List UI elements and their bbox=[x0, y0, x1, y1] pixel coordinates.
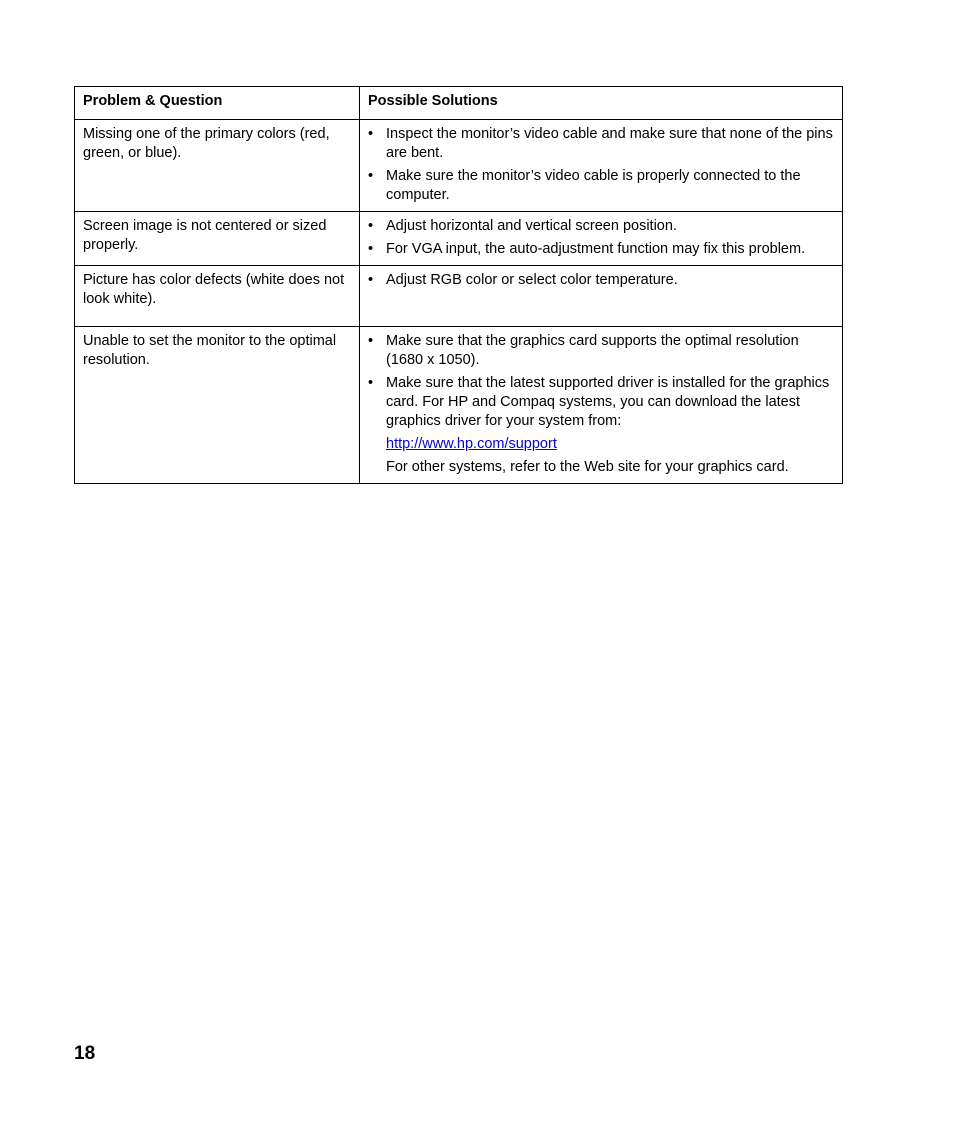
table-row bbox=[75, 266, 843, 327]
bullet-icon: • bbox=[368, 218, 374, 234]
solution-list bbox=[368, 125, 834, 205]
problem-cell: Screen image is not centered or sized properly. bbox=[75, 212, 360, 266]
solution-item bbox=[368, 271, 834, 290]
problem-cell: Unable to set the monitor to the optimal resolution. bbox=[75, 327, 360, 484]
solutions-cell bbox=[360, 120, 843, 212]
solution-item bbox=[368, 332, 834, 370]
solution-text: Make sure that the latest supported driver is installed for the graphics card. For HP and Compaq systems, you can download the latest graphics driver for your system from: bbox=[386, 375, 830, 429]
bullet-icon: • bbox=[368, 241, 374, 257]
table-row bbox=[75, 212, 843, 266]
page-number: 18 bbox=[74, 1043, 96, 1064]
bullet-icon: • bbox=[368, 375, 374, 391]
solution-text: Make sure the monitor’s video cable is properly connected to the computer. bbox=[386, 168, 801, 203]
solutions-cell bbox=[360, 327, 843, 484]
solutions-cell bbox=[360, 266, 843, 327]
header-problem-question: Problem & Question bbox=[75, 87, 360, 120]
table-header-row bbox=[75, 87, 843, 120]
solution-list bbox=[368, 332, 834, 431]
solution-item bbox=[368, 217, 834, 236]
troubleshooting-table bbox=[74, 86, 843, 484]
bullet-icon: • bbox=[368, 333, 374, 349]
solution-list bbox=[368, 217, 834, 259]
solution-text: Adjust horizontal and vertical screen position. bbox=[386, 218, 677, 234]
other-systems-note: For other systems, refer to the Web site for your graphics card. bbox=[386, 459, 789, 475]
solution-item bbox=[368, 125, 834, 163]
solution-text: Make sure that the graphics card supports the optimal resolution (1680 x 1050). bbox=[386, 333, 799, 368]
hp-support-link[interactable]: http://www.hp.com/support bbox=[386, 436, 557, 452]
bullet-icon: • bbox=[368, 272, 374, 288]
header-possible-solutions: Possible Solutions bbox=[360, 87, 843, 120]
solution-text: Adjust RGB color or select color temperature. bbox=[386, 272, 678, 288]
solutions-cell bbox=[360, 212, 843, 266]
table-row bbox=[75, 327, 843, 484]
solution-item bbox=[368, 167, 834, 205]
solution-text: Inspect the monitor’s video cable and make sure that none of the pins are bent. bbox=[386, 126, 833, 161]
problem-cell: Missing one of the primary colors (red, green, or blue). bbox=[75, 120, 360, 212]
solution-item bbox=[368, 240, 834, 259]
bullet-icon: • bbox=[368, 126, 374, 142]
table-row bbox=[75, 120, 843, 212]
problem-cell: Picture has color defects (white does not look white). bbox=[75, 266, 360, 327]
bullet-icon: • bbox=[368, 168, 374, 184]
support-link-line bbox=[368, 435, 834, 454]
solution-item bbox=[368, 374, 834, 431]
solution-text: For VGA input, the auto-adjustment function may fix this problem. bbox=[386, 241, 806, 257]
solution-list bbox=[368, 271, 834, 290]
